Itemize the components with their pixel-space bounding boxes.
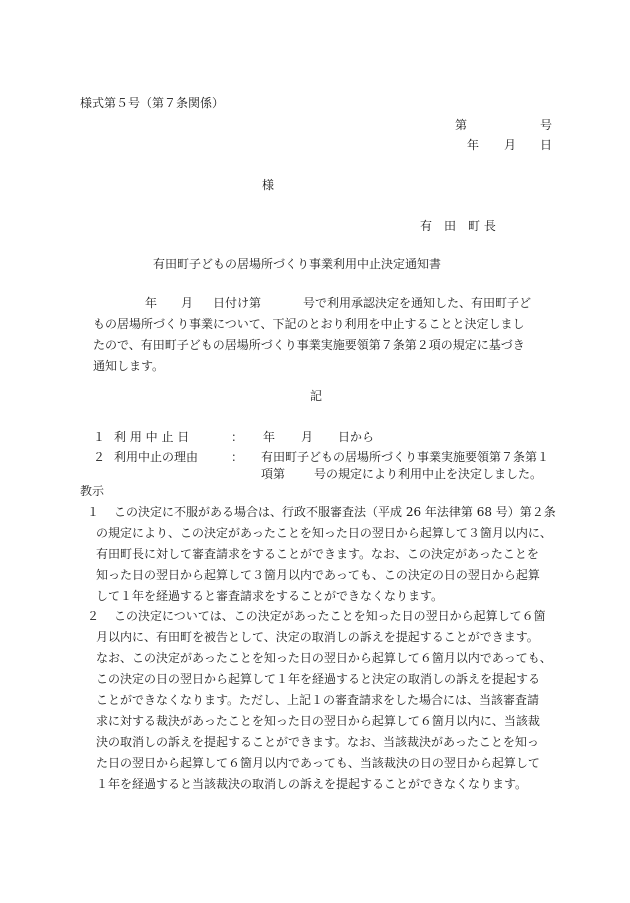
document-title: 有田町子どもの居場所づくり事業利用中止決定通知書 [153,257,442,271]
kyoji-p2-line: ことができなくなります。ただし、上記１の審査請求をした場合には、当該審査請 [96,693,540,707]
date-nen: 年 [467,138,480,152]
intro-line4: 通知します。 [93,359,165,373]
intro-hizuke: 日付け第 [213,296,262,310]
item2-line1: 有田町子どもの居場所づくり事業実施要領第７条第１ [261,450,550,464]
item2-colon: ： [231,450,244,464]
item2-number: ２ [93,450,106,464]
kyoji-p2-line: た日の翌日から起算して６箇月以内であっても、当該裁決の日の翌日から起算して [96,756,540,770]
intro-line3: たので、有田町子どもの居場所づくり事業実施要領第７条第２項の規定に基づき [93,338,525,352]
kyoji-p2-line: １年を経過すると当該裁決の取消しの訴えを提起することができなくなります。 [96,777,528,791]
date-gatsu: 月 [504,138,517,152]
intro-line1-tail: 号で利用承認決定を通知した、有田町子ど [303,296,532,310]
item1-number: １ [93,430,106,444]
item1-nen: 年 [263,430,276,444]
item1-label: 利 用 中 止 日 [114,430,190,444]
addressee-sama: 様 [262,178,275,192]
intro-gatsu: 月 [181,296,194,310]
kyoji-p2-line: この決定の日の翌日から起算して１年を経過すると決定の取消しの訴えを提起する [96,672,541,686]
kyoji-p2-line: 決の取消しの訴えを提起することができます。なお、当該裁決があったことを知っ [96,735,539,749]
intro-nen: 年 [145,296,158,310]
item1-kara: 日から [338,430,375,444]
item1-gatsu: 月 [301,430,314,444]
item2-line2b: 号の規定により利用中止を決定しました。 [314,467,543,481]
kyoji-p2-line: 求に対する裁決があったことを知った日の翌日から起算して６箇月以内に、当該裁 [96,714,540,728]
kyoji-p2-line: この決定については、この決定があったことを知った日の翌日から起算して６箇 [114,609,546,623]
issuer-name: 有 田 町 長 [420,219,496,233]
kyoji-p1-number: １ [87,505,100,519]
kyoji-p1-line: 有田町長に対して審査請求をすることができます。なお、この決定があったことを [96,547,539,561]
ki-heading: 記 [310,389,323,403]
number-go: 号 [540,118,553,132]
kyoji-p1-line: の規定により、この決定があったことを知った日の翌日から起算して３箇月以内に、 [96,526,552,540]
item1-colon: ： [231,430,244,444]
kyoji-heading: 教示 [80,484,105,498]
item2-line2a: 項第 [261,467,286,481]
item2-label: 利用中止の理由 [114,450,199,464]
kyoji-p1-line: して１年を経過すると審査請求をすることができなくなります。 [96,589,444,603]
number-dai: 第 [455,118,468,132]
kyoji-p1-line: 知った日の翌日から起算して３箇月以内であっても、この決定の日の翌日から起算 [96,568,540,582]
kyoji-p2-line: なお、この決定があったことを知った日の翌日から起算して６箇月以内であっても、 [96,651,552,665]
intro-line2: もの居場所づくり事業について、下記のとおり利用を中止することと決定しまし [93,317,525,331]
kyoji-p2-number: ２ [87,609,100,623]
kyoji-p2-line: 月以内に、有田町を被告として、決定の取消しの訴えを提起することができます。 [96,630,539,644]
kyoji-p1-line: この決定に不服がある場合は、行政不服審査法（平成 26 年法律第 68 号）第２条 [114,505,556,519]
form-label: 様式第５号（第７条関係） [80,96,225,110]
date-nichi: 日 [540,138,553,152]
